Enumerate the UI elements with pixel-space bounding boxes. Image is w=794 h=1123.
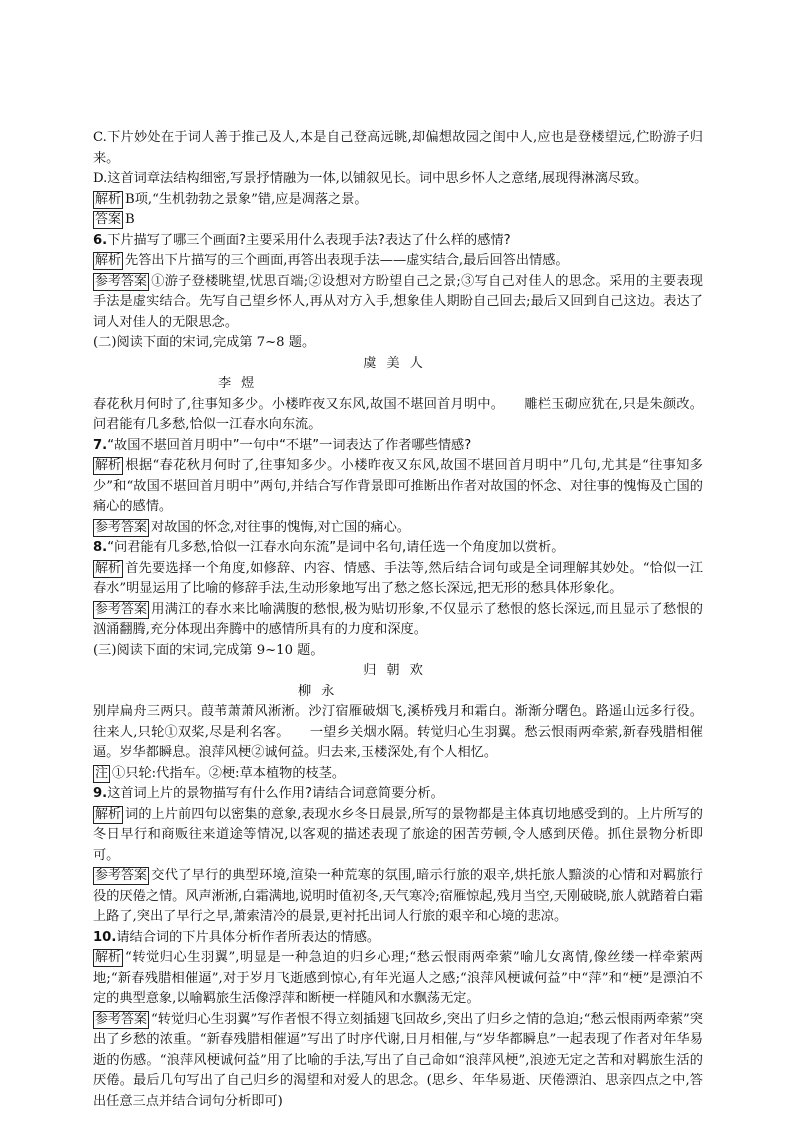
poem-title-yumeiren: 虞美人 — [363, 355, 433, 371]
document-page — [93, 128, 703, 1112]
q9-answer: 参考答案 交代了早行的典型环境,渲染一种荒寒的氛围,暗示行旅的艰辛,烘托旅人黯淡的心情和对羁旅行役的厌倦之情。风声淅淅,白霜满地,说明时值初冬,天气寒冷;宿雁惊起,残月当空,天刚破晓,旅人就踏着白霜上路了,突出了早行之早,萧索清冷的晨景,更衬托出词人行旅的艰辛和心境的悲凉。 — [93, 868, 703, 924]
q10-analysis: 解析 “转觉归心生羽翼”,明显是一种急迫的归乡心理;“愁云恨雨两牵萦”喻儿女离情,像丝缕一样牵萦两地;“新春残腊相催逼”,对于岁月飞逝感到惊心,有年光逼人之感;“浪萍风梗诚何益”中“萍”和“梗”是漂泊不定的典型意象,以喻羁旅生活像浮萍和断梗一样随风和水飘荡无定。 — [93, 950, 703, 1006]
answer-tag: 答案 — [95, 212, 122, 227]
q8-analysis: 解析 首先要选择一个角度,如修辞、内容、情感、手法等,然后结合词句或是全词理解其妙处。“恰似一江春水”明显运用了比喻的修辞手法,生动形象地写出了愁之悠长深远,把无形的愁具体形象化。 — [93, 560, 703, 596]
reference-answer-tag: 参考答案 — [95, 601, 148, 617]
q6-analysis: 解析 先答出下片描写的三个画面,再答出表现手法——虚实结合,最后回答出情感。 — [95, 253, 569, 268]
question-9: 9.这首词上片的景物描写有什么作用?请结合词意简要分析。 — [93, 786, 444, 801]
analysis-tag: 解析 — [95, 191, 122, 207]
question-6: 6.下片描写了哪三个画面?主要采用什么表现手法?表达了什么样的感情? — [93, 232, 511, 248]
option-d: D.这首词章法结构细密,写景抒情融为一体,以铺叙见长。词中思乡怀人之意绪,展现得淋漓尽致。 — [93, 171, 648, 186]
reference-answer-tag: 参考答案 — [95, 519, 148, 535]
poem-author-liyu: 李煜 — [218, 376, 265, 391]
q7-analysis: 解析 根据“春花秋月何时了,往事知多少。小楼昨夜又东风,故国不堪回首月明中”几句,尤其是“往事知多少”和“故国不堪回首月明中”两句,并结合写作背景即可推断出作者对故国的怀念、对往事的愧悔及亡国的痛心的感情。 — [93, 458, 703, 514]
q10-answer: 参考答案 “转觉归心生羽翼”写作者恨不得立刻插翅飞回故乡,突出了归乡之情的急迫;“愁云恨雨两牵萦”突出了乡愁的浓重。“新春残腊相催逼”写出了时序代谢,日月相催,与“岁华都瞬息”一起表现了作者对年华易逝的伤感。“浪萍风梗诚何益”用了比喻的手法,写出了自己命如“浪萍风梗”,浪迹无定之苦和对羁旅生活的厌倦。最后几句写出了自己归乡的渴望和对爱人的思念。(思乡、年华易逝、厌倦漂泊、思亲四点之中,答出任意三点并结合词句分析即可) — [93, 1011, 703, 1109]
analysis-tag: 解析 — [95, 806, 122, 822]
poem-note: 注 ①只轮:代指车。②梗:草本植物的枝茎。 — [95, 765, 346, 781]
poem-title-guichaohuan: 归朝欢 — [363, 663, 433, 678]
reference-answer-tag: 参考答案 — [95, 1011, 148, 1027]
q9-analysis: 解析 词的上片前四句以密集的意象,表现水乡冬日晨景,所写的景物都是主体真切地感受到的。上片所写的冬日早行和商贩往来道途等情况,以客观的描述表现了旅途的困苦劳顿,令人感到厌倦。抓住景物分析即可。 — [93, 806, 703, 863]
section-2-intro: (二)阅读下面的宋词,完成第 7~8 题。 — [93, 335, 316, 350]
q8-answer: 参考答案 用满江的春水来比喻满腹的愁恨,极为贴切形象,不仅显示了愁恨的悠长深远,而且显示了愁恨的汹涌翻腾,充分体现出奔腾中的感情所具有的力度和深度。 — [93, 601, 703, 637]
note-tag: 注 — [95, 765, 109, 781]
poem-text-yumeiren: 春花秋月何时了,往事知多少。小楼昨夜又东风,故国不堪回首月明中。 雕栏玉砌应犹在,只是朱颜改。问君能有几多愁,恰似一江春水向东流。 — [93, 396, 703, 432]
poem-author-liuyong: 柳永 — [298, 683, 345, 699]
section-3-intro: (三)阅读下面的宋词,完成第 9~10 题。 — [93, 642, 324, 658]
reference-answer-tag: 参考答案 — [95, 273, 148, 289]
q5-analysis: 解析 B项,“生机勃勃之景象”错,应是凋落之景。 — [95, 191, 368, 207]
question-7: 7.“故国不堪回首月明中”一句中“不堪”一词表达了作者哪些情感? — [93, 437, 472, 453]
question-10: 10.请结合词的下片具体分析作者所表达的情感。 — [93, 929, 381, 945]
q5-answer: 答案 B — [95, 212, 135, 227]
option-c: C.下片妙处在于词人善于推己及人,本是自己登高远眺,却偏想故园之闺中人,应也是登楼望远,伫盼游子归来。 — [93, 130, 703, 166]
poem-text-guichaohuan: 别岸扁舟三两只。葭苇萧萧风淅淅。沙汀宿雁破烟飞,溪桥残月和霜白。渐渐分曙色。路遥山远多行役。往来人,只轮①双桨,尽是利名客。 一望乡关烟水隔。转觉归心生羽翼。愁云恨雨两牵萦,新春残腊相催逼。岁华都瞬息。浪萍风梗②诚何益。归去来,玉楼深处,有个人相忆。 — [93, 704, 703, 760]
q6-answer: 参考答案 ①游子登楼眺望,忧思百端;②设想对方盼望自己之景;③写自己对佳人的思念。采用的主要表现手法是虚实结合。先写自己望乡怀人,再从对方入手,想象佳人期盼自己回去;最后又回到自己这边。表达了词人对佳人的无限思念。 — [93, 273, 703, 330]
analysis-tag: 解析 — [95, 950, 122, 965]
analysis-tag: 解析 — [95, 253, 122, 268]
q7-answer: 参考答案 对故国的怀念,对往事的愧悔,对亡国的痛心。 — [95, 519, 410, 535]
analysis-tag: 解析 — [95, 458, 122, 473]
analysis-tag: 解析 — [95, 560, 122, 576]
reference-answer-tag: 参考答案 — [95, 868, 148, 883]
question-8: 8.“问君能有几多愁,恰似一江春水向东流”是词中名句,请任选一个角度加以赏析。 — [93, 540, 565, 555]
